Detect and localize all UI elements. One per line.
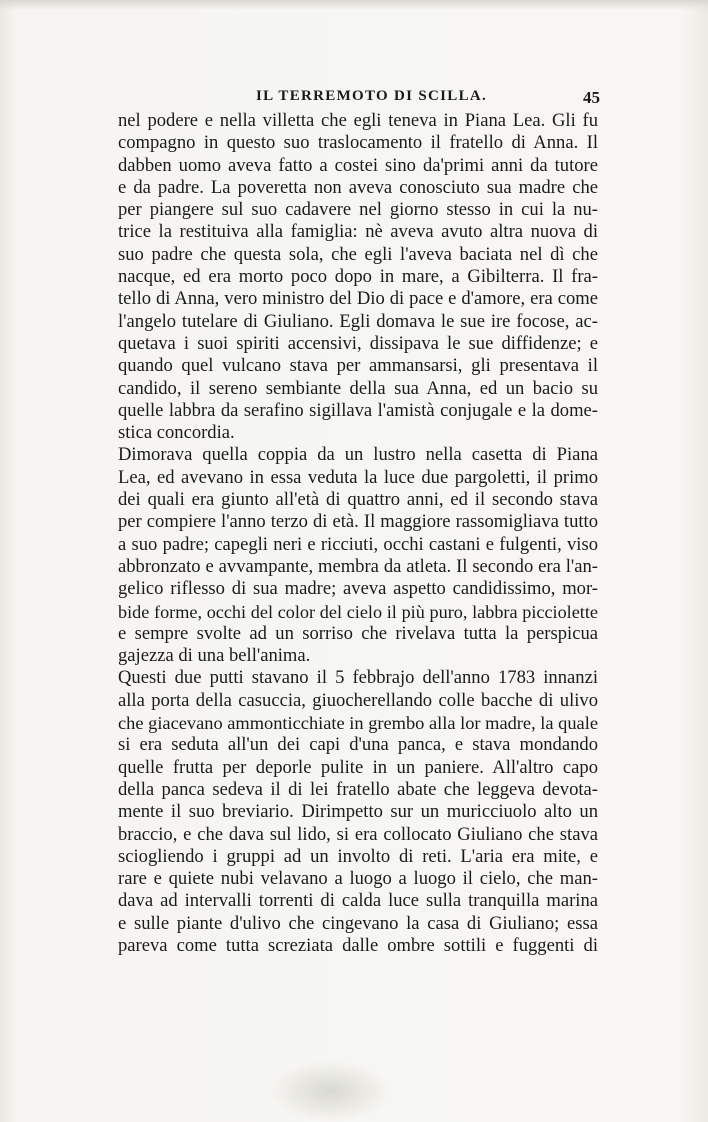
text-line: mente il suo breviario. Dirimpetto sur un muricciuolo alto un (118, 801, 598, 823)
text-line: abbronzato e avvampante, membra da atleta. Il secondo era l'an- (118, 555, 598, 577)
text-line: quelle frutta per deporle pulite in un paniere. All'altro capo (118, 756, 598, 778)
text-line: dabben uomo aveva fatto a costei sino da'primi anni da tutore (118, 154, 598, 176)
text-line: rare e quiete nubi velavano a luogo a luogo il cielo, che man- (118, 868, 598, 890)
text-line: e da padre. La poveretta non aveva conosciuto sua madre che (118, 176, 598, 198)
text-line: dei quali era giunto all'età di quattro anni, ed il secondo stava (118, 489, 598, 511)
text-line: sciogliendo i gruppi ad un involto di reti. L'aria era mite, e (118, 845, 598, 867)
text-line: che giacevano ammonticchiate in grembo alla lor madre, la quale (118, 713, 598, 734)
text-line: a suo padre; capegli neri e ricciuti, occhi castani e fulgenti, viso (118, 533, 598, 555)
page-edge-shadow (0, 0, 708, 10)
text-line: candido, il sereno sembiante della sua Anna, ed un bacio su (118, 377, 598, 399)
text-line: nel podere e nella villetta che egli teneva in Piana Lea. Gli fu (118, 110, 598, 131)
text-line: Dimorava quella coppia da un lustro nella casetta di Piana (118, 444, 598, 466)
paragraph-3 (118, 667, 598, 957)
text-line: trice la restituiva alla famiglia: nè aveva avuto altra nuova di (118, 221, 598, 243)
chapter-title: IL TERREMOTO DI SCILLA. (256, 88, 488, 104)
text-line: compagno in questo suo traslocamento il fratello di Anna. Il (118, 132, 598, 154)
page-number: 45 (583, 88, 600, 107)
paragraph-1 (118, 110, 598, 444)
text-line: Questi due putti stavano il 5 febbrajo dell'anno 1783 innanzi (118, 667, 598, 689)
running-header (0, 88, 708, 112)
text-line: pareva come tutta screziata dalle ombre sottili e fuggenti di (118, 934, 598, 956)
page-smudge (270, 1060, 390, 1122)
text-line: stica concordia. (118, 422, 235, 444)
text-line: tello di Anna, vero ministro del Dio di pace e d'amore, era come (118, 288, 598, 310)
text-line: si era seduta all'un dei capi d'una panca, e stava mondando (118, 734, 598, 756)
text-line: bide forme, occhi del color del cielo il più puro, labbra picciolette (118, 601, 598, 622)
text-line: quetava i suoi spiriti accensivi, dissipava le sue diffidenze; e (118, 332, 598, 354)
text-line: gelico riflesso di sua madre; aveva aspetto candidissimo, mor- (118, 578, 598, 600)
text-line: della panca sedeva il di lei fratello abate che leggeva devota- (118, 778, 598, 800)
text-line: quando quel vulcano stava per ammansarsi, gli presentava il (118, 355, 598, 377)
text-line: braccio, e che dava sul lido, si era collocato Giuliano che stava (118, 823, 598, 845)
text-line: per piangere sul suo cadavere nel giorno stesso in cui la nu- (118, 199, 598, 221)
text-line: quelle labbra da serafino sigillava l'amistà conjugale e la dome- (118, 399, 598, 421)
text-line: e sulle piante d'ulivo che cingevano la casa di Giuliano; essa (118, 912, 598, 934)
text-line: Lea, ed avevano in essa veduta la luce due pargoletti, il primo (118, 466, 598, 488)
body-text (118, 110, 598, 957)
text-line: per compiere l'anno terzo di età. Il maggiore rassomigliava tutto (118, 511, 598, 533)
text-line: nacque, ed era morto poco dopo in mare, a Gibilterra. Il fra- (118, 266, 598, 288)
text-line: alla porta della casuccia, giuocherellando colle bacche di ulivo (118, 689, 598, 711)
text-line: l'angelo tutelare di Giuliano. Egli domava le sue ire focose, ac- (118, 310, 598, 332)
text-line: gajezza di una bell'anima. (118, 645, 311, 667)
text-line: dava ad intervalli torrenti di calda luce sulla tranquilla marina (118, 890, 598, 912)
text-line: suo padre che questa sola, che egli l'aveva baciata nel dì che (118, 243, 598, 265)
paragraph-2 (118, 444, 598, 667)
text-line: e sempre svolte ad un sorriso che rivelava tutta la perspicua (118, 622, 598, 644)
